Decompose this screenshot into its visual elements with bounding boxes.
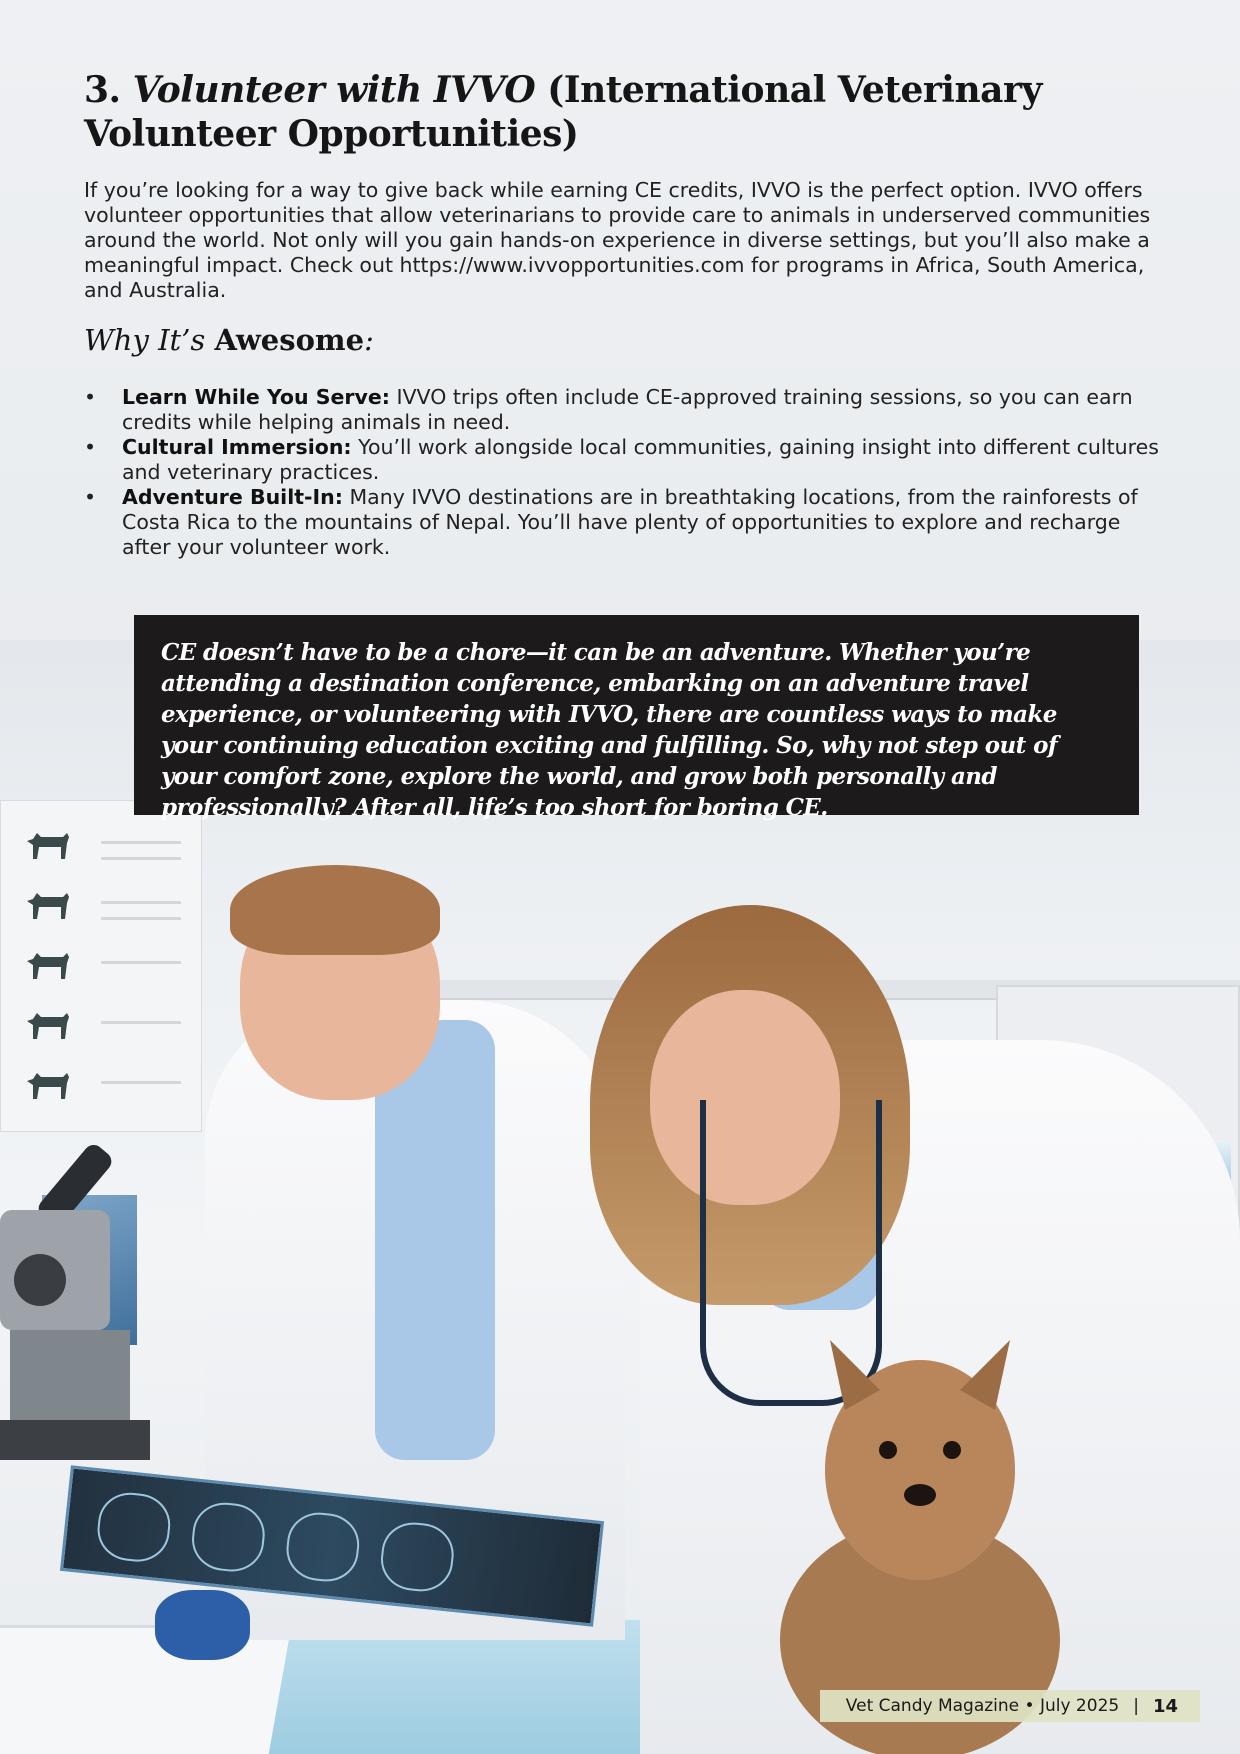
- page-number: 14: [1152, 1695, 1178, 1717]
- pull-quote-text: CE doesn’t have to be a chore—it can be an adventure. Whether you’re attending a destination conference, embarking on an adventure travel experience, or volunteering with IVVO, there are countless ways to make your continuing education exciting and fulfilling. So, why not step out of your comfort zone, explore the world, and grow both personally and professionally? After all, life’s too short for boring CE.: [161, 639, 1058, 821]
- list-item-text: IVVO trips often include CE-approved training sessions, so you can earn credits while helping animals in need.: [122, 385, 1133, 434]
- intro-paragraph: If you’re looking for a way to give back while earning CE credits, IVVO is the perfect option. IVVO offers volunteer opportunities that allow veterinarians to provide care to animals in underserved communities around the world. Not only will you gain hands-on experience in diverse settings, but you’ll also make a meaningful impact. Check out https://www.ivvopportunities.com for programs in Africa, South America, and Australia.: [84, 178, 1151, 302]
- poster-text-line: [101, 857, 181, 860]
- male-vet-hair: [230, 865, 440, 955]
- skull-scan: [189, 1500, 268, 1575]
- poster-text-line: [101, 1021, 181, 1024]
- page-footer: [820, 1690, 1200, 1722]
- poster-text-line: [101, 961, 181, 964]
- why-heading-prefix: Why It’s: [84, 323, 215, 357]
- footer-separator: |: [1133, 1696, 1139, 1716]
- skull-scan: [95, 1490, 174, 1565]
- skull-scan: [283, 1509, 362, 1584]
- dog-silhouette-icon: [23, 829, 71, 863]
- list-item-text: Many IVVO destinations are in breathtaking locations, from the rainforests of Costa Rica to the mountains of Nepal. You’ll have plenty of opportunities to explore and recharge after your volunteer work.: [122, 485, 1138, 559]
- poster-text-line: [101, 901, 181, 904]
- dog-silhouette-icon: [23, 1069, 71, 1103]
- list-item-label: Adventure Built-In:: [122, 485, 343, 509]
- dog-silhouette-icon: [23, 889, 71, 923]
- bullet-icon: •: [84, 435, 97, 459]
- yorkshire-terrier: [770, 1320, 1070, 1754]
- dog-breeds-poster: [0, 800, 202, 1132]
- dog-silhouette-icon: [23, 1009, 71, 1043]
- microscope-icon: [0, 1130, 150, 1460]
- why-heading-suffix: :: [364, 323, 374, 357]
- bullet-icon: •: [84, 385, 97, 409]
- why-heading: [84, 323, 1164, 357]
- section-title-italic: Volunteer with IVVO: [132, 69, 536, 111]
- pull-quote-box: [134, 615, 1139, 821]
- skull-scan: [378, 1519, 457, 1594]
- list-item: [84, 485, 1164, 560]
- poster-text-line: [101, 841, 181, 844]
- dog-silhouette-icon: [23, 949, 71, 983]
- dog-icon: [770, 1320, 1070, 1754]
- why-heading-bold: Awesome: [214, 323, 365, 357]
- list-item: [84, 385, 1164, 435]
- list-item-text: You’ll work alongside local communities, gaining insight into different cultures and veterinary practices.: [122, 435, 1159, 484]
- benefits-list: [84, 385, 1164, 560]
- article-section: [84, 68, 1164, 560]
- glove: [155, 1590, 250, 1660]
- publication-info: Vet Candy Magazine • July 2025: [845, 1696, 1120, 1716]
- section-number: 3.: [84, 69, 121, 111]
- poster-text-line: [101, 917, 181, 920]
- poster-text-line: [101, 1081, 181, 1084]
- list-item: [84, 435, 1164, 485]
- list-item-label: Cultural Immersion:: [122, 435, 352, 459]
- section-title-rest: (International Veterinary Volunteer Opportunities): [84, 69, 1042, 155]
- list-item-label: Learn While You Serve:: [122, 385, 390, 409]
- section-heading: [84, 68, 1164, 156]
- bullet-icon: •: [84, 485, 97, 509]
